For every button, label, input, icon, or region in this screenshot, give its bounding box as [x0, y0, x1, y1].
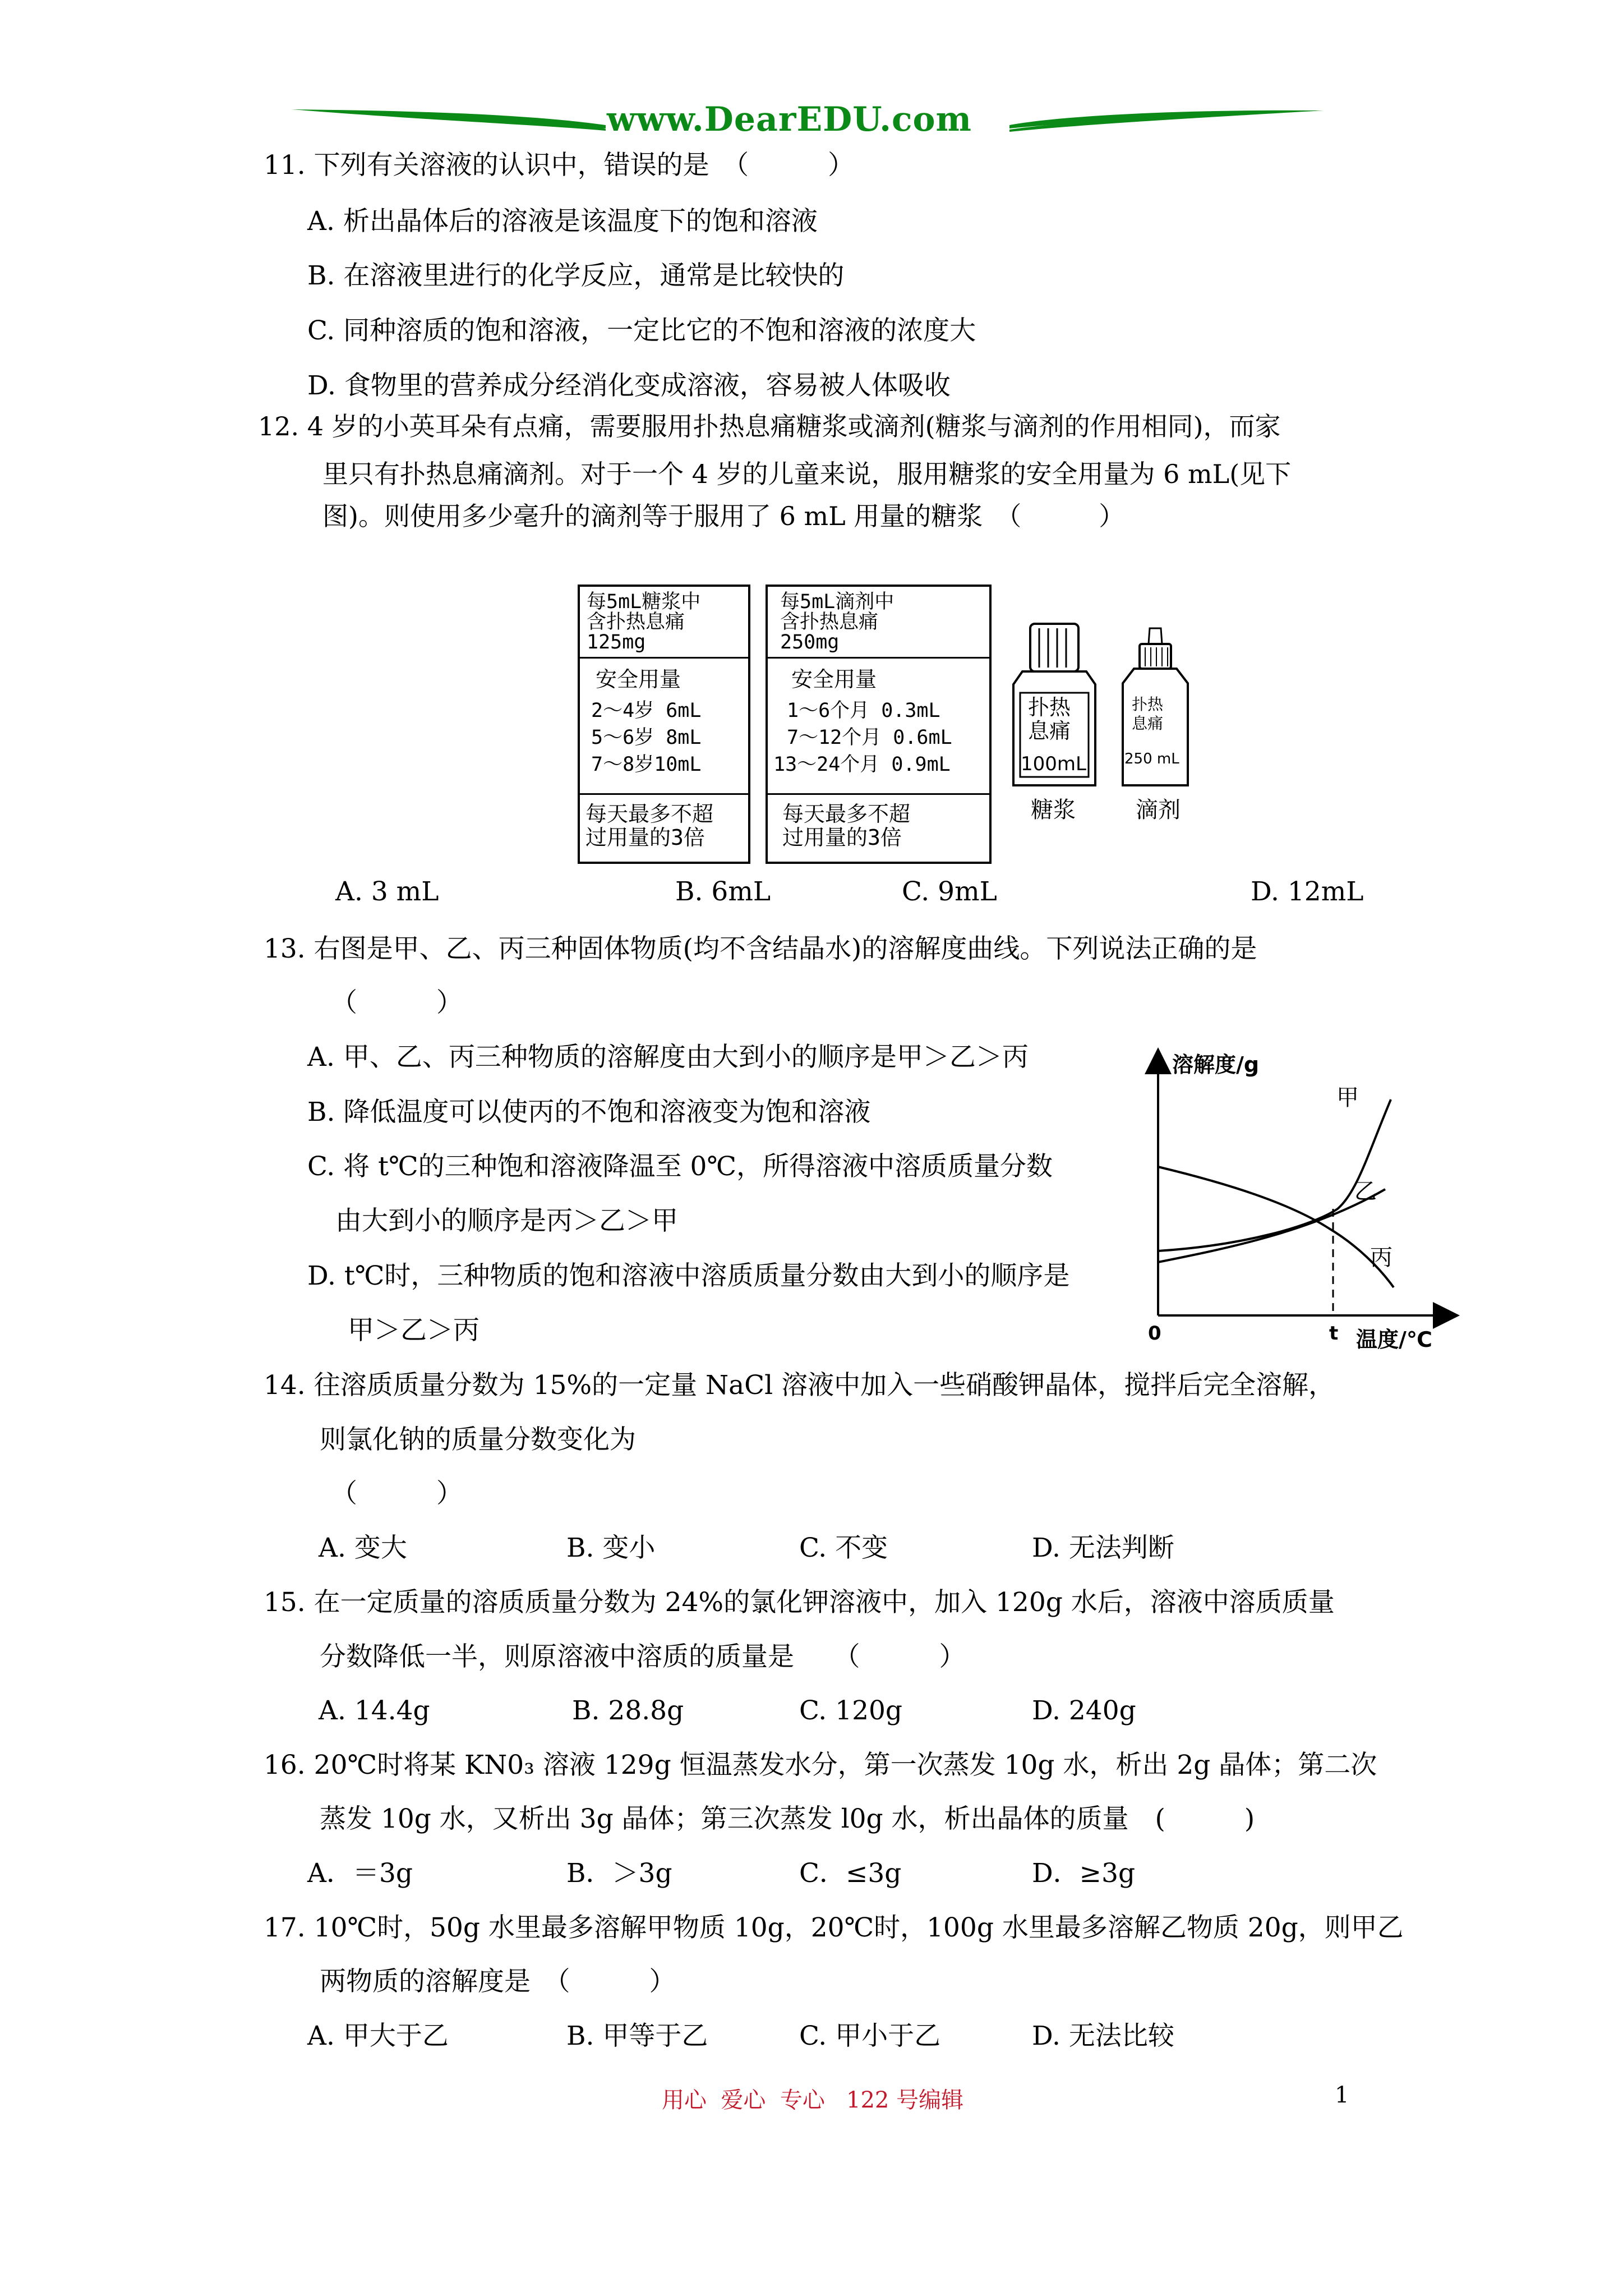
q17-stem-line2: 两物质的溶解度是 （ ） — [320, 1966, 676, 1997]
q16-stem-line1: 16. 20℃时将某 KN0₃ 溶液 129g 恒温蒸发水分，第一次蒸发 10g 水，析出 2g 晶体；第二次 — [264, 1750, 1377, 1780]
page-number: 1 — [1335, 2082, 1349, 2108]
drops-top-line3: 250mg — [780, 631, 840, 654]
syrup-top-line2: 含扑热息痛 — [587, 611, 685, 633]
q14-stem-line2: 则氯化钠的质量分数变化为 — [320, 1424, 636, 1455]
q12-stem-line3: 图)。则使用多少毫升的滴剂等于服用了 6 mL 用量的糖浆 （ ） — [322, 501, 1125, 531]
q17-option-a: A. 甲大于乙 — [307, 2021, 449, 2051]
chart-series-bing-label: 丙 — [1370, 1245, 1393, 1271]
syrup-info-box — [578, 585, 750, 864]
q13-stem: 13. 右图是甲、乙、丙三种固体物质(均不含结晶水)的溶解度曲线。下列说法正确的是 — [264, 933, 1257, 964]
q17-stem-line1: 17. 10℃时，50g 水里最多溶解甲物质 10g，20℃时，100g 水里最多溶解乙物质 20g，则甲乙 — [264, 1912, 1404, 1943]
drops-limit-line1: 每天最多不超 — [782, 802, 911, 826]
q12-option-d: D. 12mL — [1251, 876, 1364, 907]
chart-origin-label: 0 — [1148, 1322, 1161, 1345]
drops-dosage-row1: 1～6个月 0.3mL — [787, 700, 940, 722]
footer-text: 用心 爱心 专心 122 号编辑 — [662, 2087, 964, 2113]
chart-x-label: 温度/℃ — [1356, 1327, 1432, 1352]
drops-dosage-row3: 13～24个月 0.9mL — [773, 753, 951, 776]
q11-stem: 11. 下列有关溶液的认识中，错误的是 （ ） — [264, 150, 855, 181]
syrup-dosage-title: 安全用量 — [596, 667, 681, 692]
q11-option-d: D. 食物里的营养成分经消化变成溶液，容易被人体吸收 — [307, 370, 951, 401]
chart-t-tick: t — [1329, 1322, 1339, 1345]
q13-option-b: B. 降低温度可以使丙的不饱和溶液变为饱和溶液 — [307, 1097, 871, 1128]
q14-option-d: D. 无法判断 — [1032, 1533, 1174, 1563]
q12-stem-line2: 里只有扑热息痛滴剂。对于一个 4 岁的儿童来说，服用糖浆的安全用量为 6 mL(见下 — [322, 459, 1292, 489]
q12-option-b: B. 6mL — [675, 876, 771, 907]
syrup-dosage-row2: 5～6岁 8mL — [591, 726, 702, 749]
q13-option-c: C. 将 t℃的三种饱和溶液降温至 0℃，所得溶液中溶质质量分数 — [307, 1151, 1053, 1182]
q16-option-b: B．＞3g — [566, 1858, 672, 1889]
syrup-bottle-volume: 100mL — [1021, 753, 1086, 775]
drops-top-line2: 含扑热息痛 — [780, 611, 879, 633]
chart-y-label: 溶解度/g — [1172, 1052, 1260, 1077]
q14-stem-line3: （ ） — [331, 1478, 463, 1509]
site-logo[interactable]: www.DearEDU.com — [607, 100, 972, 139]
syrup-limit-line2: 过用量的3倍 — [585, 825, 705, 850]
q13-option-d: D. t℃时，三种物质的饱和溶液中溶质质量分数由大到小的顺序是 — [307, 1260, 1070, 1291]
q17-option-b: B. 甲等于乙 — [566, 2021, 708, 2051]
syrup-bottle-label-line2: 息痛 — [1028, 719, 1071, 743]
syrup-bottle-caption: 糖浆 — [1031, 797, 1076, 823]
q14-option-c: C. 不变 — [799, 1533, 888, 1563]
q14-option-a: A. 变大 — [319, 1533, 407, 1563]
drops-bottle-caption: 滴剂 — [1136, 797, 1181, 823]
q11-option-a: A. 析出晶体后的溶液是该温度下的饱和溶液 — [307, 206, 818, 237]
q16-option-c: C．≤3g — [799, 1858, 902, 1889]
syrup-top-line3: 125mg — [587, 631, 646, 654]
q15-stem-line2: 分数降低一半，则原溶液中溶质的质量是 （ ） — [320, 1641, 966, 1672]
syrup-dosage-row1: 2～4岁 6mL — [591, 700, 702, 722]
q12-option-c: C. 9mL — [902, 876, 997, 907]
chart-series-yi-label: 乙 — [1354, 1179, 1377, 1204]
drops-dosage-title: 安全用量 — [791, 667, 877, 692]
drops-info-box — [766, 585, 992, 864]
q15-option-a: A. 14.4g — [319, 1695, 430, 1726]
q13-bracket: （ ） — [331, 987, 463, 1018]
solubility-chart — [1144, 1041, 1469, 1355]
drops-limit-line2: 过用量的3倍 — [782, 825, 902, 850]
q14-stem-line1: 14. 往溶质质量分数为 15%的一定量 NaCl 溶液中加入一些硝酸钾晶体，搅拌后完全溶解， — [264, 1370, 1335, 1401]
drops-top-line1: 每5mL滴剂中 — [780, 591, 895, 613]
drops-dosage-row2: 7～12个月 0.6mL — [787, 726, 952, 749]
chart-series-jia-label: 甲 — [1336, 1085, 1359, 1111]
q12-option-a: A. 3 mL — [335, 876, 439, 907]
q16-stem-line2: 蒸发 10g 水，又析出 3g 晶体；第三次蒸发 l0g 水，析出晶体的质量 ( ) — [320, 1803, 1255, 1834]
q15-option-c: C. 120g — [799, 1695, 902, 1726]
q15-option-b: B. 28.8g — [572, 1695, 684, 1726]
syrup-bottle-label-line1: 扑热 — [1028, 695, 1071, 720]
q13-option-d-cont: 甲＞乙＞丙 — [348, 1315, 479, 1346]
q11-option-c: C. 同种溶质的饱和溶液，一定比它的不饱和溶液的浓度大 — [307, 315, 976, 346]
q15-option-d: D. 240g — [1032, 1695, 1136, 1726]
q13-option-a: A. 甲、乙、丙三种物质的溶解度由大到小的顺序是甲＞乙＞丙 — [307, 1042, 1029, 1073]
q17-option-d: D. 无法比较 — [1032, 2021, 1174, 2051]
q14-option-b: B. 变小 — [566, 1533, 656, 1563]
q17-option-c: C. 甲小于乙 — [799, 2021, 941, 2051]
q15-stem-line1: 15. 在一定质量的溶质质量分数为 24%的氯化钾溶液中，加入 120g 水后，溶液中溶质质量 — [264, 1587, 1335, 1618]
drops-bottle-label-line1: 扑热 — [1132, 695, 1164, 714]
q11-option-b: B. 在溶液里进行的化学反应，通常是比较快的 — [307, 260, 845, 291]
q16-option-d: D．≥3g — [1032, 1858, 1136, 1889]
syrup-limit-line1: 每天最多不超 — [585, 802, 714, 826]
syrup-dosage-row3: 7～8岁10mL — [591, 753, 702, 776]
q16-option-a: A．＝3g — [307, 1858, 413, 1889]
q13-option-c-cont: 由大到小的顺序是丙＞乙＞甲 — [335, 1205, 678, 1236]
drops-bottle-volume: 250 mL — [1124, 751, 1179, 767]
drops-bottle-label-line2: 息痛 — [1132, 714, 1164, 733]
syrup-top-line1: 每5mL糖浆中 — [587, 591, 701, 613]
q12-stem-line1: 12. 4 岁的小英耳朵有点痛，需要服用扑热息痛糖浆或滴剂(糖浆与滴剂的作用相同)，而家 — [258, 411, 1281, 441]
